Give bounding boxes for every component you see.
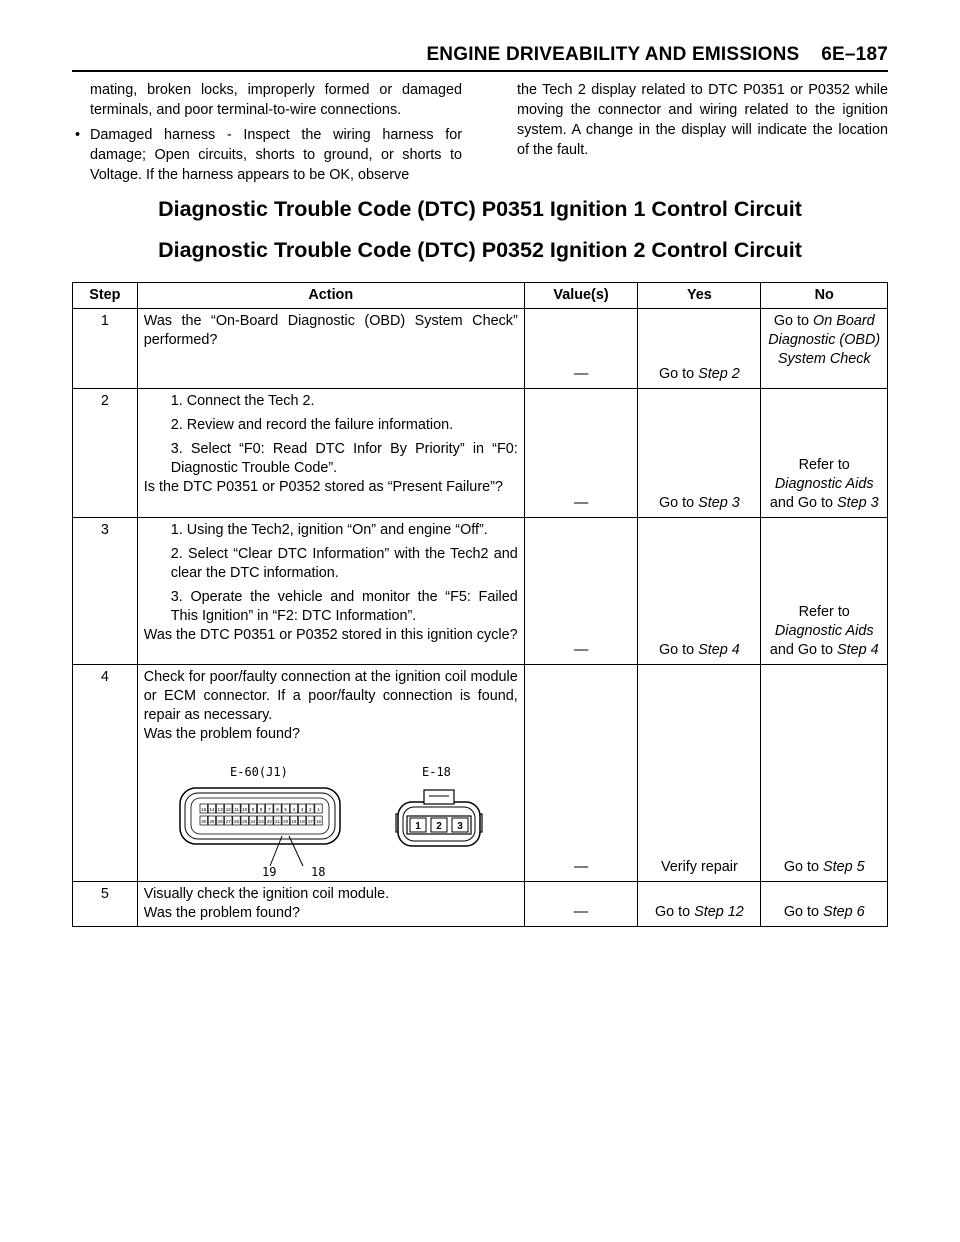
step-number: 2: [73, 389, 138, 518]
action-item-text: 3. Select “F0: Read DTC Infor By Priority” in “F0: Diagnostic Trouble Code”.: [170, 441, 518, 476]
ecm-pin-number: 22: [266, 818, 272, 824]
step-link[interactable]: Step 3: [698, 495, 740, 511]
table-row: [73, 518, 888, 665]
ecm-pin-number: 30: [200, 818, 207, 824]
ecm-pin-number: 13: [217, 806, 223, 812]
step-link[interactable]: Step 4: [837, 642, 879, 658]
coil-pin-1: 1: [414, 821, 421, 832]
table-row: [73, 389, 888, 518]
ecm-connector-label: E-60(J1): [229, 765, 288, 779]
action-item: [144, 440, 518, 478]
ecm-pin-number: 17: [307, 818, 313, 824]
action-question: Was the problem found?: [143, 905, 301, 921]
dtc-title-p0351: Diagnostic Trouble Code (DTC) P0351 Ignition 1 Control Circuit: [158, 197, 802, 221]
table-row: [73, 882, 888, 927]
action-item: [144, 521, 518, 540]
ecm-pin-number: 2: [308, 806, 312, 812]
intro-continuation-text: mating, broken locks, improperly formed or damaged terminals, and poor terminal-to-wire connections.: [90, 82, 462, 118]
action-item-text: 3. Operate the vehicle and monitor the “F5: Failed This Ignition” in “F2: DTC Information”.: [170, 589, 518, 624]
no-cell: [761, 518, 888, 665]
header-no: No: [761, 283, 888, 309]
no-cell: [761, 389, 888, 518]
ecm-pin-number: 12: [225, 806, 231, 812]
step-link[interactable]: Step 3: [837, 495, 879, 511]
step-link[interactable]: Step 6: [823, 904, 865, 920]
yes-cell: [638, 518, 761, 665]
ecm-pin-number: 28: [217, 818, 223, 824]
header-title: ENGINE DRIVEABILITY AND EMISSIONS 6E–187: [426, 44, 888, 65]
intro-left-column: [72, 80, 462, 185]
table-header-row: [73, 283, 888, 309]
no-prefix: Refer to: [798, 604, 850, 620]
ecm-pin-number: 14: [209, 806, 215, 812]
action-text: Visually check the ignition coil module.: [143, 886, 390, 902]
ecm-connector-icon: [180, 788, 340, 844]
ecm-pin-number: 18: [299, 818, 305, 824]
table-row: [73, 309, 888, 389]
action-item: [144, 545, 518, 583]
diagnostic-aids-link[interactable]: Diagnostic Aids: [774, 476, 874, 492]
no-mid: and Go to: [769, 642, 838, 658]
ecm-pin-number: 21: [274, 818, 280, 824]
ecm-pin-number: 5: [284, 806, 287, 812]
action-cell: [137, 665, 524, 882]
ecm-pin-number: 20: [282, 818, 289, 824]
no-prefix: Refer to: [798, 457, 850, 473]
ecm-pin-number: 24: [250, 818, 256, 824]
pin-19-label: 19: [261, 865, 277, 878]
values-cell: —: [524, 518, 638, 665]
header-values: Value(s): [524, 283, 638, 309]
header-action: Action: [137, 283, 524, 309]
diagnostic-aids-link[interactable]: Diagnostic Aids: [774, 623, 874, 639]
yes-prefix: Go to: [658, 366, 699, 382]
no-prefix: Go to: [783, 859, 824, 875]
intro-right-column: [517, 80, 888, 160]
yes-prefix: Go to: [654, 904, 695, 920]
coil-pin-2: 2: [435, 821, 442, 832]
action-question: Was the DTC P0351 or P0352 stored in this ignition cycle?: [143, 627, 518, 643]
action-item: [144, 392, 518, 411]
ecm-pin-number: 6: [275, 806, 279, 812]
action-cell: [137, 518, 524, 665]
table-row: [73, 665, 888, 882]
ecm-pin-number: 25: [241, 818, 248, 824]
ecm-pin-number: 16: [315, 818, 321, 824]
bullet-mark: •: [75, 127, 81, 143]
action-question: Is the DTC P0351 or P0352 stored as “Present Failure”?: [143, 479, 503, 495]
values-cell: —: [524, 309, 638, 389]
no-prefix: Go to: [783, 904, 824, 920]
ecm-pin-number: 27: [225, 818, 231, 824]
header-yes: Yes: [638, 283, 761, 309]
no-cell: [761, 665, 888, 882]
action-item-text: 1. Connect the Tech 2.: [170, 393, 315, 409]
intro-right-text: the Tech 2 display related to DTC P0351 or P0352 while moving the connector and wiring related to the ignition system. A change in the display will indicate the location of the fault.: [517, 82, 888, 158]
connector-diagram: [144, 748, 518, 878]
yes-prefix: Go to: [658, 642, 699, 658]
ecm-pin-number: 15: [200, 806, 207, 812]
step-link[interactable]: Step 2: [698, 366, 740, 382]
ecm-pin-number: 26: [233, 818, 239, 824]
action-cell: [137, 389, 524, 518]
no-prefix: Go to: [773, 313, 814, 329]
page-header: [72, 44, 888, 72]
values-cell: —: [524, 389, 638, 518]
header-step: Step: [73, 283, 138, 309]
step-link[interactable]: Step 4: [698, 642, 740, 658]
action-cell: [137, 882, 524, 927]
step-number: 1: [73, 309, 138, 389]
pin-18-label: 18: [310, 865, 326, 878]
yes-cell: [638, 309, 761, 389]
ecm-pin-number: 19: [291, 818, 297, 824]
dtc-title-p0352: Diagnostic Trouble Code (DTC) P0352 Ignition 2 Control Circuit: [158, 238, 802, 262]
yes-cell: [638, 882, 761, 927]
intro-bullet-text: Damaged harness - Inspect the wiring harness for damage; Open circuits, shorts to ground, or shorts to Voltage. If the harness appears to be OK, observe: [90, 127, 462, 183]
coil-connector-label: E-18: [421, 765, 451, 779]
values-cell: —: [524, 882, 638, 927]
yes-prefix: Go to: [658, 495, 699, 511]
yes-cell: [638, 389, 761, 518]
action-item-text: 2. Select “Clear DTC Information” with the Tech2 and clear the DTC information.: [170, 546, 518, 581]
ecm-pin-number: 8: [259, 806, 263, 812]
no-cell: [761, 882, 888, 927]
step-number: 3: [73, 518, 138, 665]
action-item-text: 2. Review and record the failure information.: [170, 417, 454, 433]
ecm-pin-number: 29: [209, 818, 215, 824]
ecm-pin-number: 4: [292, 806, 295, 812]
action-question: Was the problem found?: [143, 726, 301, 742]
diagnostic-table: [72, 282, 888, 927]
yes-cell: Verify repair: [638, 665, 761, 882]
ecm-pin-number: 1: [316, 806, 320, 812]
intro-bullet-item: [72, 125, 462, 185]
step-link[interactable]: Step 5: [823, 859, 865, 875]
action-item: [144, 588, 518, 626]
ecm-pin-number: 10: [241, 806, 248, 812]
action-item-text: 1. Using the Tech2, ignition “On” and engine “Off”.: [170, 522, 488, 538]
values-cell: —: [524, 665, 638, 882]
no-cell: [761, 309, 888, 389]
obd-check-link[interactable]: On Board Diagnostic (OBD) System Check: [768, 313, 881, 367]
ecm-pin-number: 7: [267, 806, 271, 812]
step-link[interactable]: Step 12: [694, 904, 744, 920]
ecm-pin-number: 9: [251, 806, 254, 812]
action-text: Check for poor/faulty connection at the ignition coil module or ECM connector. If a poor/faulty connection is found, repair as necessary.: [143, 669, 518, 723]
coil-pin-3: 3: [456, 821, 463, 832]
action-text: Was the “On-Board Diagnostic (OBD) System Check” performed?: [137, 309, 524, 389]
no-mid: and Go to: [769, 495, 838, 511]
ecm-pin-number: 3: [300, 806, 304, 812]
coil-connector-icon: [396, 790, 482, 846]
connector-figure: [144, 748, 518, 878]
step-number: 4: [73, 665, 138, 882]
ecm-pin-number: 23: [258, 818, 264, 824]
ecm-pin-number: 11: [233, 806, 239, 812]
action-item: [144, 416, 518, 435]
step-number: 5: [73, 882, 138, 927]
